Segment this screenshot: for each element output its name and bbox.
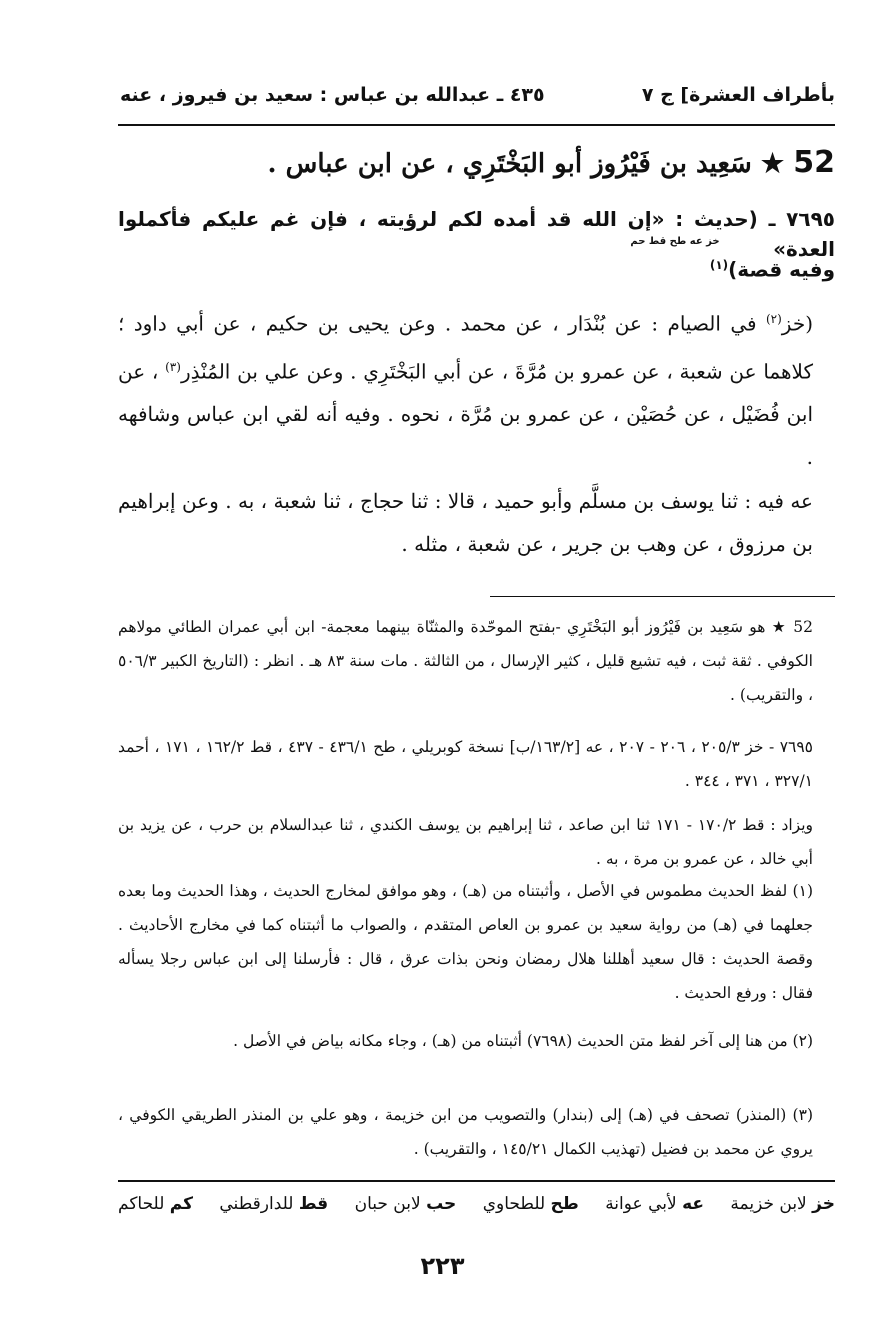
p1-end: ، عن ابن فُضَيْل ، عن حُصَيْن ، عن عمرو بن مُرَّة ، نحوه . وفيه أنه لقي ابن عباس وشافهه .	[118, 359, 814, 470]
header-volume: بأطراف العشرة] ج ٧	[641, 84, 835, 106]
body-paragraph-1	[118, 298, 835, 479]
page-number: ٢٢٣	[420, 1252, 465, 1280]
star-icon: ★	[760, 149, 785, 179]
p1-start: (خز	[781, 311, 813, 336]
abbreviations-key	[118, 1194, 835, 1224]
abbreviations-rule	[118, 1180, 835, 1182]
abbrev-item: حب لابن حبان	[354, 1194, 457, 1214]
footnote-narrator: 52 ★ هو سَعِيد بن فَيْرُوز أبو البَخْتَرِي -بفتح الموحّدة والمثنّاة بينهما معجمة- ابن أبي عمران الطائي مولاهم الكوفي . ثقة ثبت ، فيه تشيع قليل ، كثير الإرسال ، من الثالثة . مات سنة ٨٣ هـ . انظر : (التاريخ الكبير ٥٠٦/٣ ، والتقريب) .	[118, 618, 813, 704]
footnote-1: (١) لفظ الحديث مطموس في الأصل ، وأثبتناه من (هـ) ، وهو موافق لمخارج الحديث ، وهذا الحديث وما بعده جعلهما في (هـ) من رواية سعيد بن عمرو بن العاص المتقدم ، والصواب ما أثبتناه كما في مخارج الأحاديث . وقصة الحديث : قال سعيد أهللنا هلال رمضان ونحن بذات عرق ، قال : فأرسلنا إلى ابن عباس رجلا يسأله فقال : ورفع الحديث .	[118, 882, 813, 1002]
entry-title-text: سَعِيد بن فَيْرُوز أبو البَخْتَرِي ، عن ابن عباس .	[267, 149, 752, 179]
footnote-3: (٣) (المنذر) تصحف في (هـ) إلى (بندار) والتصويب من ابن خزيمة ، وهو علي بن المنذر الطريقي الكوفي ، يروي عن محمد بن فضيل (تهذيب الكمال ١٤٥/٢١ ، والتقريب) .	[118, 1106, 813, 1158]
footnote-additions: ويزاد : قط ١٧٠/٢ - ١٧١ ثنا ابن صاعد ، ثنا إبراهيم بن يوسف الكندي ، ثنا عبدالسلام بن حرب ، عن يزيد بن أبي خالد ، عن عمرو بن مرة ، به .	[118, 816, 814, 868]
hadith-story	[118, 250, 835, 285]
header-chapter: ٤٣٥ ـ عبدالله بن عباس : سعيد بن فيروز ، عنه	[120, 84, 545, 106]
hadith-sigla: خز عه طح قط حم	[630, 236, 720, 247]
abbrev-item: خز لابن خزيمة	[730, 1194, 835, 1214]
footnote-ref-3: (٣)	[165, 359, 181, 374]
p1-middle: في الصيام : عن بُنْدَار ، عن محمد . وعن يحيى بن حكيم ، عن أبي داود ؛ كلاهما عن شعبة ، عن عمرو بن مُرَّةَ ، عن أبي البَخْتَرِي . وعن علي بن المُنْذِر	[118, 311, 813, 384]
footnote-rule	[490, 596, 835, 597]
footnote-2: (٢) من هنا إلى آخر لفظ متن الحديث (٧٦٩٨) أثبتناه من (هـ) ، وجاء مكانه بياض في الأصل .	[233, 1032, 813, 1050]
abbrev-item: قط للدارقطني	[219, 1194, 329, 1214]
footnote-sources: ٧٦٩٥ - خز ٢٠٥/٣ ، ٢٠٦ - ٢٠٧ ، عه [١٦٣/٢/ب] نسخة كوبريلي ، طح ٤٣٦/١ - ٤٣٧ ، قط ١٦٢/٢ ، ١٧١ ، أحمد ٣٢٧/١ ، ٣٧١ ، ٣٤٤ .	[118, 738, 813, 790]
header-rule	[118, 124, 835, 126]
hadith-heading: ٧٦٩٥ ـ (حديث : «إن الله قد أمده لكم لرؤيته ، فإن غم عليكم فأكملوا العدة»	[118, 207, 835, 261]
abbrev-item: طح للطحاوي	[482, 1194, 579, 1214]
story-text: وفيه قصة)	[728, 257, 835, 282]
body-paragraph-2: عه فيه : ثنا يوسف بن مسلَّم وأبو حميد ، قالا : ثنا حجاج ، ثنا شعبة ، به . وعن إبراهيم بن مرزوق ، عن وهب بن جرير ، عن شعبة ، مثله .	[118, 489, 813, 556]
entry-title	[118, 143, 835, 184]
entry-number: 52	[793, 145, 835, 180]
abbrev-item: كم للحاكم	[118, 1194, 193, 1214]
footnote-ref-2: (٢)	[765, 312, 782, 326]
footnote-ref-1: (١)	[709, 258, 729, 272]
abbrev-item: عه لأبي عوانة	[605, 1194, 705, 1214]
running-header	[120, 84, 835, 118]
